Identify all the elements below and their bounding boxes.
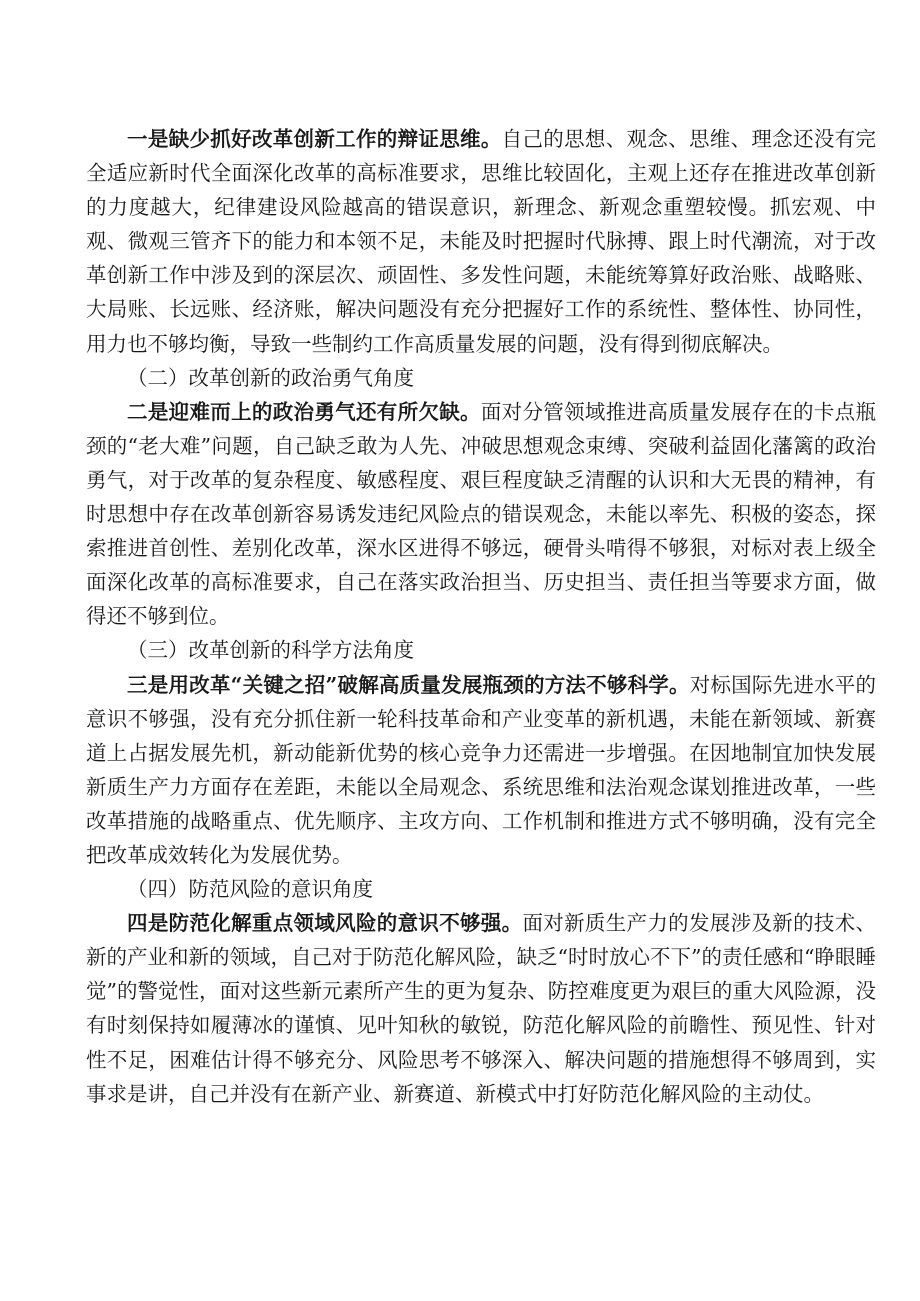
paragraph-3 — [86, 668, 876, 873]
paragraph-4-lead: 四是防范化解重点领域风险的意识不够强。 — [127, 911, 523, 936]
paragraph-4-body: 面对新质生产力的发展涉及新的技术、新的产业和新的领域，自己对于防范化解风险，缺乏“时时放心不下”的责任感和“睁眼睡觉”的警觉性，面对这些新元素所产生的更为复杂、防控难度更为艰巨的重大风险源，没有时刻保持如履薄冰的谨慎、见叶知秋的敏锐，防范化解风险的前瞻性、预见性、针对性不足，困难估计得不够充分、风险思考不够深入、解决问题的措施想得不够周到，实事求是讲，自己并没有在新产业、新赛道、新模式中打好防范化解风险的主动仗。 — [86, 911, 877, 1106]
paragraph-2 — [86, 395, 876, 634]
paragraph-2-body: 面对分管领域推进高质量发展存在的卡点瓶颈的“老大难”问题，自己缺乏敢为人先、冲破思想观念束缚、突破利益固化藩篱的政治勇气，对于改革的复杂程度、敏感程度、艰巨程度缺乏清醒的认识和大无畏的精神，有时思想中存在改革创新容易诱发违纪风险点的错误观念，未能以率先、积极的姿态，探索推进首创性、差别化改革，深水区进得不够远，硬骨头啃得不够狠，对标对表上级全面深化改革的高标准要求，自己在落实政治担当、历史担当、责任担当等要求方面，做得还不够到位。 — [86, 399, 876, 629]
document-body — [86, 122, 876, 1111]
section-heading-3: （三）改革创新的科学方法角度 — [127, 638, 414, 663]
section-heading-4: （四）防范风险的意识角度 — [127, 877, 373, 902]
paragraph-1-body: 自己的思想、观念、思维、理念还没有完全适应新时代全面深化改革的高标准要求，思维比较固化，主观上还存在推进改革创新的力度越大，纪律建设风险越高的错误意识，新理念、新观念重塑较慢。抓宏观、中观、微观三管齐下的能力和本领不足，未能及时把握时代脉搏、跟上时代潮流，对于改革创新工作中涉及到的深层次、顽固性、多发性问题，未能统筹算好政治账、战略账、大局账、长远账、经济账，解决问题没有充分把握好工作的系统性、整体性、协同性，用力也不够均衡，导致一些制约工作高质量发展的问题，没有得到彻底解决。 — [86, 127, 876, 356]
paragraph-1 — [86, 122, 876, 361]
paragraph-2-lead: 二是迎难而上的政治勇气还有所欠缺。 — [127, 399, 481, 424]
paragraph-1-lead: 一是缺少抓好改革创新工作的辩证思维。 — [127, 127, 502, 151]
paragraph-4 — [86, 906, 876, 1111]
paragraph-3-body: 对标国际先进水平的意识不够强，没有充分抓住新一轮科技革命和产业变革的新机遇，未能在新领域、新赛道上占据发展先机，新动能新优势的核心竞争力还需进一步增强。在因地制宜加快发展新质生产力方面存在差距，未能以全局观念、系统思维和法治观念谋划推进改革，一些改革措施的战略重点、优先顺序、主攻方向、工作机制和推进方式不够明确，没有完全把改革成效转化为发展优势。 — [86, 672, 876, 867]
paragraph-3-lead: 三是用改革“关键之招”破解高质量发展瓶颈的方法不够科学。 — [127, 672, 690, 697]
section-heading-2: （二）改革创新的政治勇气角度 — [127, 365, 414, 390]
